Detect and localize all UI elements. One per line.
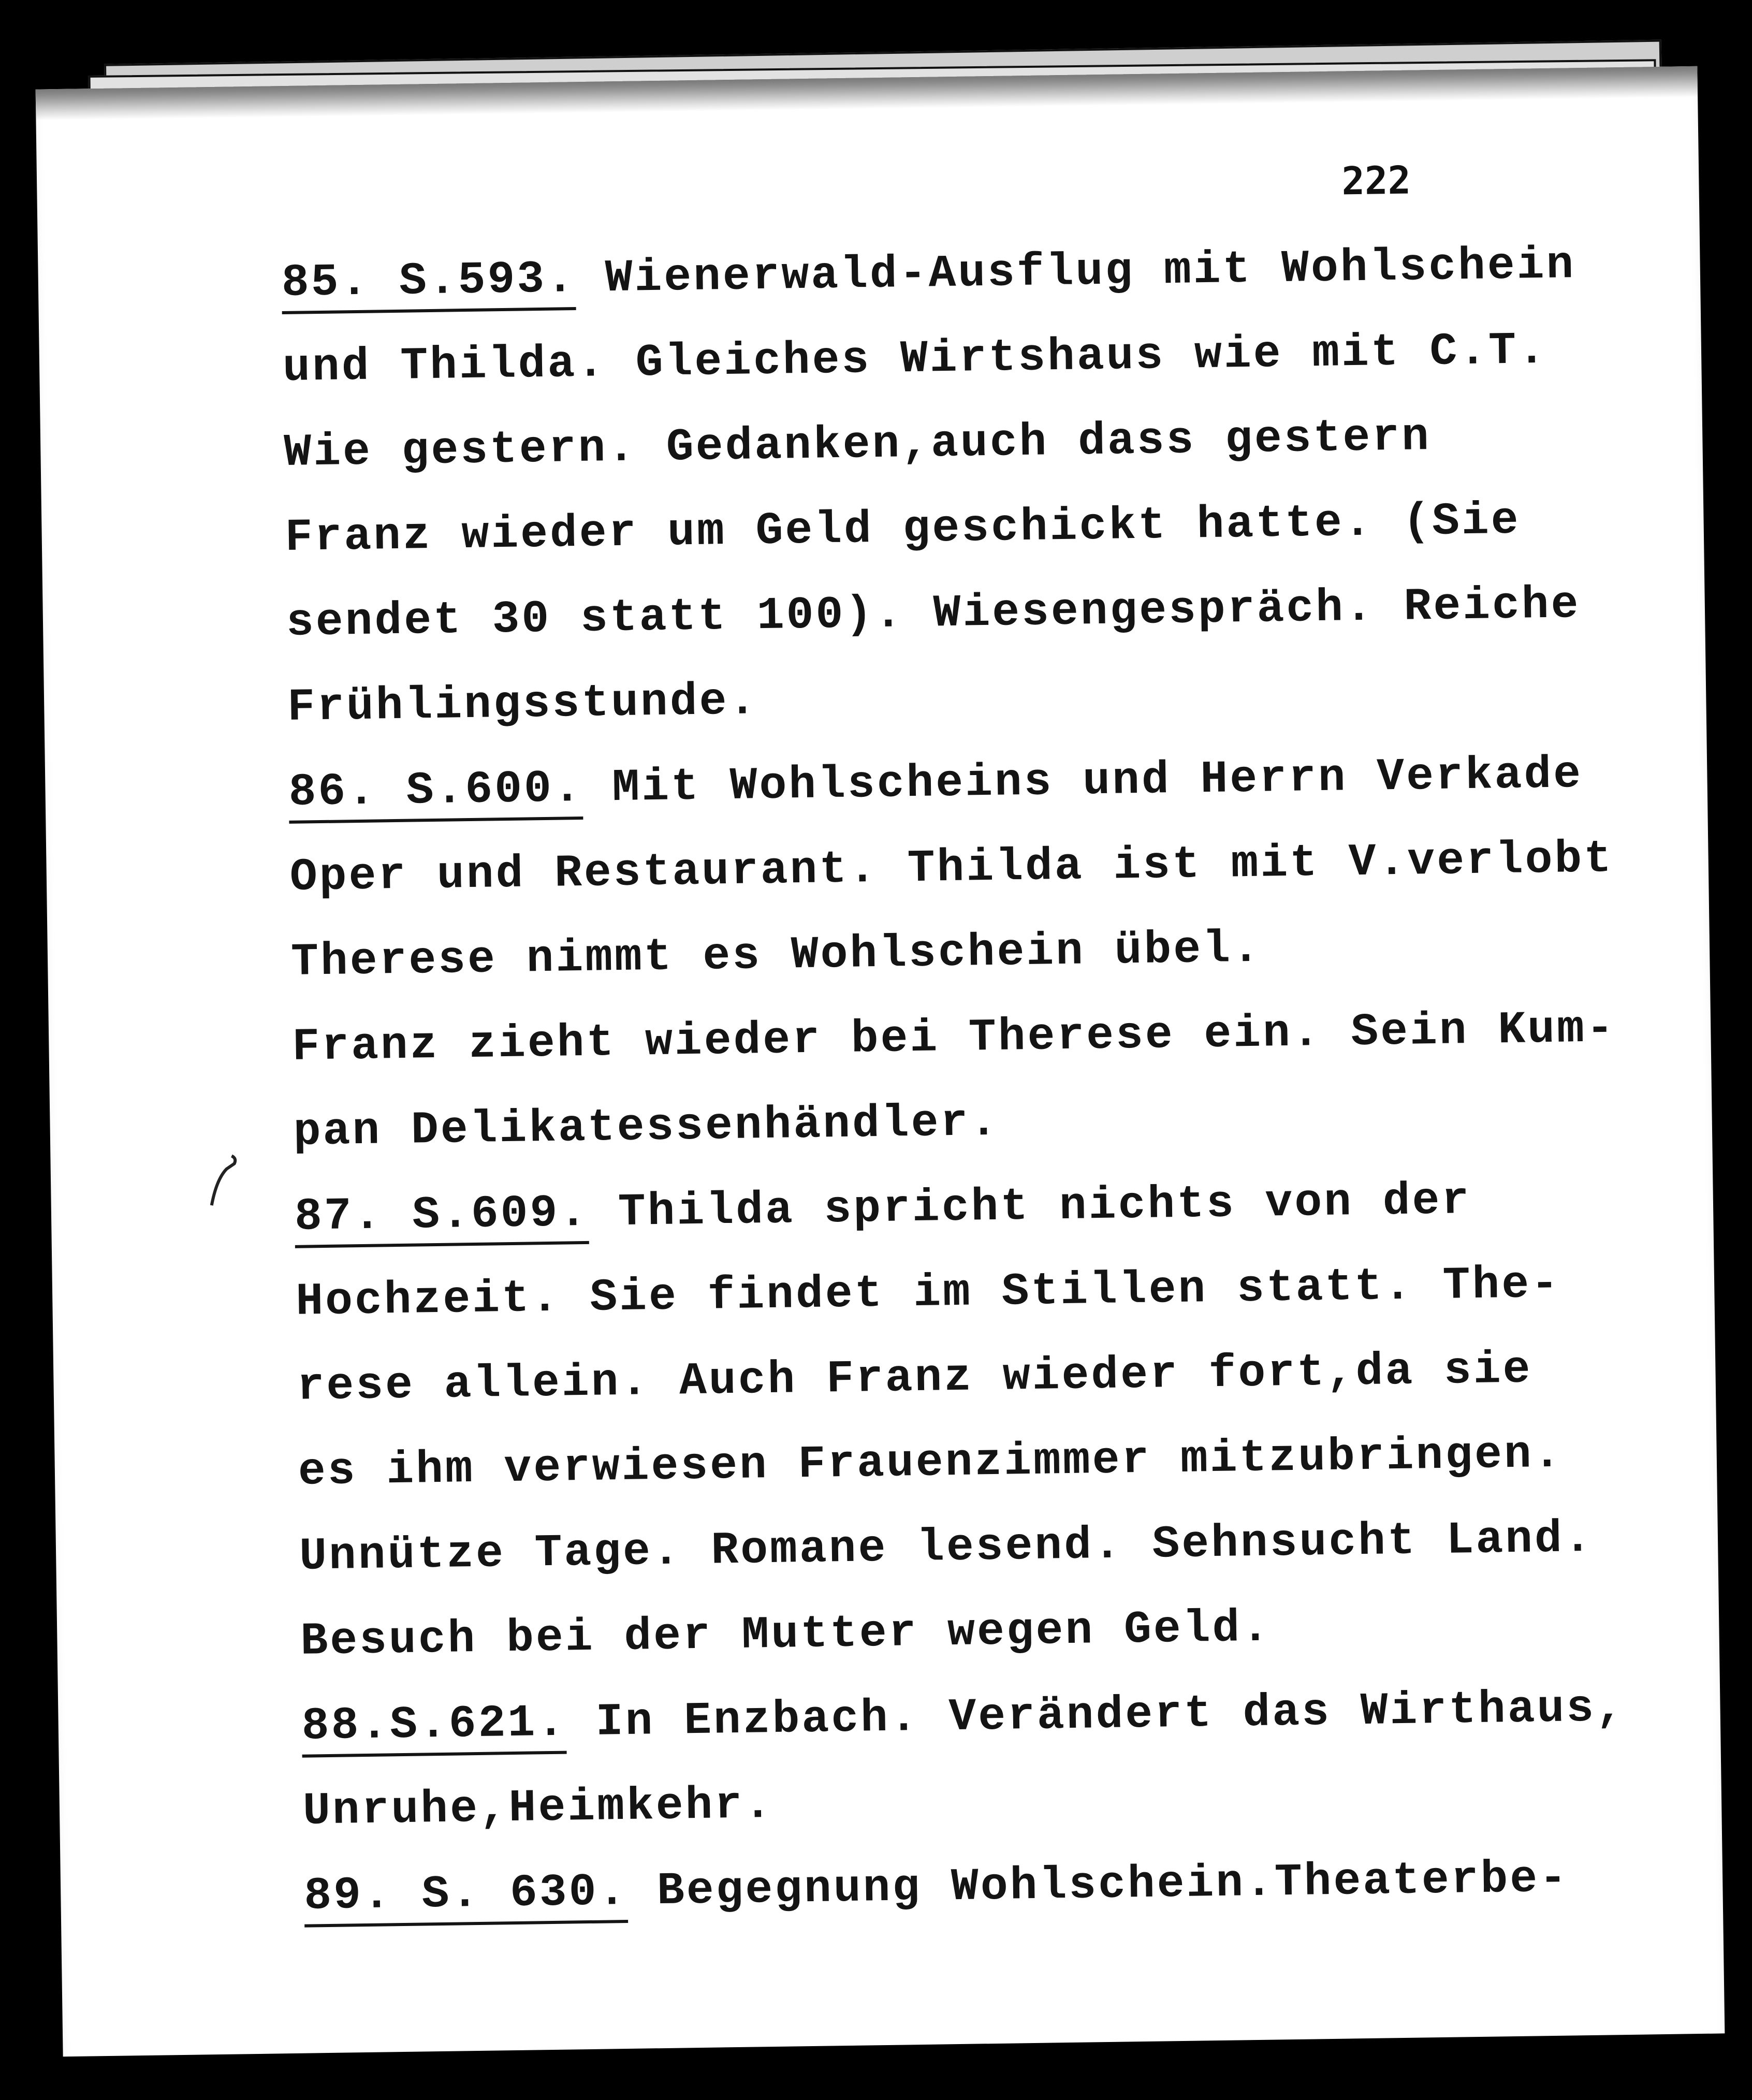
entry-reference: 89. S. 630. xyxy=(304,1866,628,1928)
entry-reference: 86. S.600. xyxy=(288,763,583,824)
text-line xyxy=(303,1836,1630,1939)
entry-reference: 87. S.609. xyxy=(294,1188,589,1248)
entry-reference: 88.S.621. xyxy=(301,1698,567,1758)
line-text: Hochzeit. Sie findet im Stillen statt. The- xyxy=(295,1259,1561,1328)
line-text: es ihm verwiesen Frauenzimmer mitzubringen. xyxy=(298,1428,1564,1498)
line-text: In Enzbach. Verändert das Wirthaus, xyxy=(566,1683,1626,1749)
line-text: Unnütze Tage. Romane lesend. Sehnsucht Land. xyxy=(299,1513,1594,1583)
line-text: Wie gestern. Gedanken,auch dass gestern xyxy=(283,412,1432,479)
line-text: Franz zieht wieder bei Therese ein. Sein Kum- xyxy=(291,1003,1616,1073)
line-text: Begegnung Wohlschein.Theaterbe- xyxy=(627,1853,1569,1918)
line-text: Therese nimmt es Wohlschein übel. xyxy=(290,923,1262,988)
line-text: rese allein. Auch Franz wieder fort,da sie xyxy=(296,1344,1533,1413)
line-text: Besuch bei der Mutter wegen Geld. xyxy=(300,1602,1272,1668)
typed-page xyxy=(36,66,1725,2057)
page-number: 222 xyxy=(1341,158,1411,204)
line-text: Frühlingsstunde. xyxy=(287,676,758,734)
line-text: Mit Wohlscheins und Herrn Verkade xyxy=(582,749,1583,814)
line-text: Oper und Restaurant. Thilda ist mit V.verlobt xyxy=(289,834,1614,903)
line-text: Franz wieder um Geld geschickt hatte. (Sie xyxy=(285,495,1521,564)
line-text: sendet 30 statt 100). Wiesengespräch. Reiche xyxy=(286,579,1581,649)
line-text: und Thilda. Gleiches Wirtshaus wie mit C.T. xyxy=(282,325,1548,394)
line-text: pan Delikatessenhändler. xyxy=(293,1097,1000,1158)
line-text: Thilda spricht nichts von der xyxy=(588,1175,1471,1239)
typed-text-block xyxy=(281,223,1630,1939)
line-text: Wienerwald-Ausflug mit Wohlschein xyxy=(575,240,1576,305)
line-text: Unruhe,Heimkehr. xyxy=(302,1780,774,1838)
entry-reference: 85. S.593. xyxy=(281,254,576,314)
margin-check-mark-icon xyxy=(206,1148,248,1211)
